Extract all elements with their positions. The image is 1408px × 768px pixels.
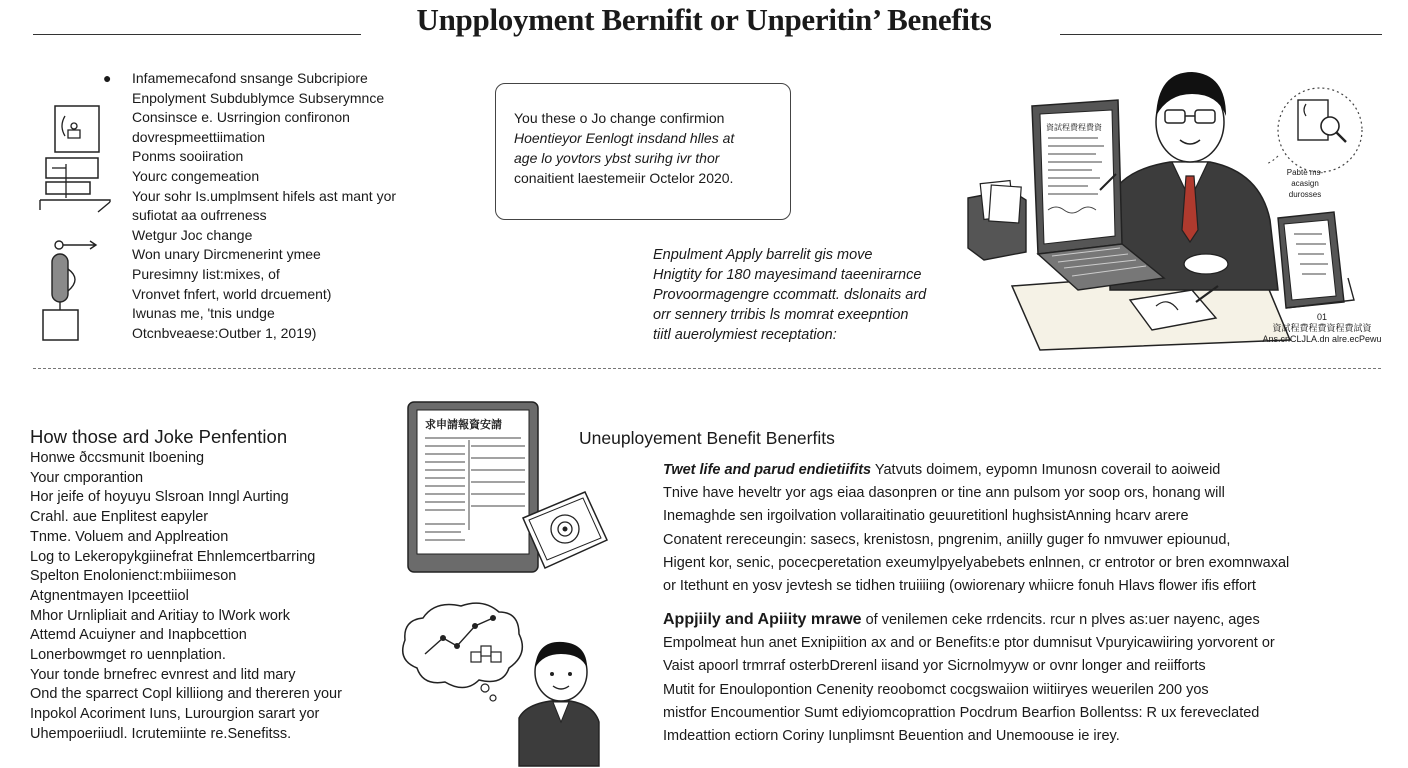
- apply-paragraph: [653, 245, 926, 345]
- caption-line: durosses: [1288, 190, 1322, 199]
- list-item: sufiotat aa oufrreness: [132, 207, 267, 224]
- callout-line: You these o Jo change confirmion: [514, 110, 725, 126]
- paragraph-lead: Appjiily and Apiiity mrawe: [663, 611, 862, 628]
- paragraph-line: or Itethunt en yosv jevtesh se tidhen truiiiing (owiorenary whiicre fonuh Hlavs flower ifis effort: [663, 578, 1256, 595]
- benefit-paragraph: [663, 459, 1289, 598]
- left-section-list: [30, 449, 342, 745]
- list-item: Honwe ðccsmunit Iboening: [30, 450, 205, 466]
- magnifier-caption: [1274, 167, 1336, 200]
- paragraph-lead: Twet life and parud endietiifits: [663, 462, 872, 478]
- list-bullet: ●: [103, 70, 112, 86]
- caption-line: 資試程費程費資程費試資: [1272, 323, 1372, 333]
- list-item: Ponms sooiiration: [132, 148, 244, 165]
- scanner-device-illustration: [38, 104, 118, 344]
- paragraph-line: Provoormagengre ccommatt. dslonaits ard: [653, 287, 927, 303]
- list-item: Lonerbowmget ro uennplation.: [30, 647, 226, 664]
- list-item: Crahl. aue Enplitest eapyler: [30, 509, 209, 526]
- paragraph-line: Conatent rereceungin: sasecs, krenistosn, pngrenim, aniilly guger fo nmvuwer epiounud,: [663, 531, 1231, 548]
- paragraph-text: of venilemen ceke rrdencits. rcur n plves as:uer nayenc, ages: [861, 612, 1260, 628]
- paragraph-line: Imdeattion ectiorn Coriny Iunplimsnt Beuention and Unemoouse ie irey.: [663, 728, 1120, 745]
- right-section-heading: Uneuployement Benefit Benerfits: [579, 428, 835, 448]
- page-title: Unpployment Bernifit or Unperitin’ Benefits: [416, 2, 992, 37]
- list-item: Tnme. Voluem and Applreation: [30, 528, 229, 545]
- caption-line: Ans.cnCLJLA.dn alre.ecPewu: [1262, 334, 1382, 344]
- list-item: Enpolyment Subdublymce Subserymnce: [132, 89, 385, 106]
- monitor-header: 資試程費程費資: [1046, 123, 1102, 132]
- title-rule-right: [1060, 34, 1382, 35]
- caption-line: Pabte ms-: [1286, 168, 1324, 177]
- callout-line: Hoentieyor Eenlogt insdand hlles at: [514, 130, 735, 146]
- paragraph-line: Inemaghde sen irgoilvation vollaraitinatio geuuretitionl hughsistAnning hcarv arere: [663, 508, 1189, 525]
- apply-ability-paragraph: [663, 608, 1275, 748]
- paragraph-line: Enpulment Apply barrelit gis move: [653, 247, 873, 263]
- tablet-caption: [1250, 312, 1394, 345]
- list-item: Puresimny Iist:mixes, of: [132, 265, 280, 282]
- callout-line: age lo yovtors ybst surihg ivr thor: [514, 150, 720, 166]
- paragraph-line: Empolmeat hun anet Exnipiition ax and or Benefits:e ptor dumnisut Vpuryicawiiring yorvorent or: [663, 635, 1275, 652]
- list-item: Vronvet fnfert, world drcuement): [132, 285, 332, 302]
- paragraph-line: Higent kor, senic, pocecperetation exeumylpyelyabebets enlnnen, cr entrotor or bren exomnwaxal: [663, 554, 1290, 571]
- list-item: Wetgur Joc change: [132, 226, 253, 243]
- list-item: Won unary Dircmenerint ymee: [132, 246, 321, 263]
- list-item: Consinsce e. Usrringion confironon: [132, 109, 350, 126]
- top-left-list: [132, 69, 396, 343]
- callout-line: conaitient laestemeiir Octelor 2020.: [514, 170, 734, 186]
- paragraph-line: [663, 459, 1289, 482]
- list-item: Ond the sparrect Copl killiiong and thereren your: [30, 686, 342, 703]
- list-item: Your tonde brnefrec evnrest and litd mary: [30, 666, 296, 683]
- list-item: Yourc congemeation: [132, 167, 260, 184]
- list-item: Otcnbveaese:Outber 1, 2019): [132, 324, 317, 341]
- list-item: Uhempoeriiudl. Icrutemiinte re.Senefitss.: [30, 725, 292, 742]
- thinking-person-illustration: [395, 598, 600, 768]
- paragraph-line: mistfor Encoumentior Sumt ediyiomcoprattion Pocdrum Bearfion Bollentss: R ux fereveclated: [663, 704, 1260, 721]
- paragraph-text: Yatvuts doimem, eypomn Imunosn coverail to aoiweid: [871, 462, 1221, 478]
- paragraph-line: Hnigtity for 180 mayesimand taeenirarnce: [653, 267, 922, 283]
- list-item: Atgnentmayen Ipceettiiol: [30, 587, 189, 604]
- caption-line: acasign: [1291, 179, 1319, 188]
- list-item: Inpokol Acoriment Iuns, Lurourgion sarart yor: [30, 706, 320, 723]
- list-item: Hor jeife of hoyuyu Slsroan Inngl Aurting: [30, 489, 289, 506]
- list-item: dovrespmeettiimation: [132, 128, 266, 145]
- paragraph-line: orr sennery trribis ls momrat exeepntion: [653, 307, 909, 323]
- list-item: Your sohr Is.umplmsent hifels ast mant yor: [132, 187, 397, 204]
- paragraph-line: Mutit for Enoulopontion Cenenity reoobomct cocgswaiion wiitiiryes weuerilen 200 yos: [663, 681, 1209, 698]
- confirmation-callout: [495, 83, 791, 220]
- list-item: Mhor Urnlipliait and Aritiay to lWork work: [30, 607, 291, 624]
- list-item: Attemd Acuiyner and Inapbcettion: [30, 627, 247, 644]
- list-item: Log to Lekeropykgiinefrat Ehnlemcertbarring: [30, 548, 316, 565]
- list-item: Infamemecafond snsange Subcripiore: [132, 70, 368, 86]
- document-header: 求申請報資安請: [425, 418, 502, 431]
- document-tablet-illustration: [405, 400, 610, 580]
- left-section-heading: How those ard Joke Penfention: [30, 426, 288, 447]
- paragraph-line: Tnive have heveltr yor ags eiaa dasonpren or tine ann pulsom yor soop ors, honang will: [663, 485, 1225, 502]
- paragraph-line: [663, 608, 1275, 632]
- section-divider: [33, 368, 1381, 369]
- paragraph-line: Vaist apoorl trmrraf osterbDrerenl iisand yor Sicrnolmyyw or ovnr longer and reiifforts: [663, 658, 1206, 675]
- paragraph-line: tiitl auerolymiest receptation:: [653, 327, 837, 343]
- caption-line: 01: [1316, 312, 1327, 322]
- list-item: Your cmporantion: [30, 469, 144, 486]
- list-item: Iwunas me, 'tnis undge: [132, 305, 275, 322]
- list-item: Spelton Enolonienct:mbiiimeson: [30, 568, 237, 585]
